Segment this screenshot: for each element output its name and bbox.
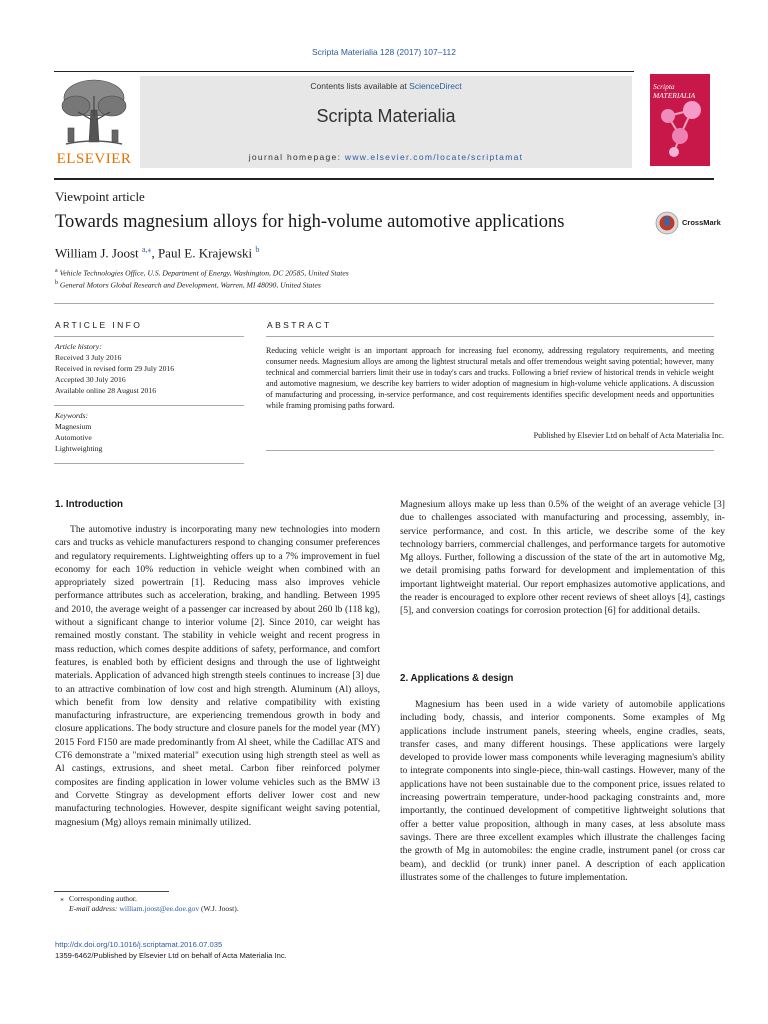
- cover-title: Scripta MATERIALIA: [653, 82, 696, 100]
- article-history: [55, 341, 174, 396]
- applications-paragraph: Magnesium has been used in a wide variety of automobile applications including body, chassis, and interior components. Some examples of Mg applications include instrument panels, steering wheels, engine cradles, seats, transfer cases, and many different housings. These applications were largely developed to provide lower mass components while leveraging magnesium's ability to integrate components into single-piece, thin-wall castings. However, many of the applications have not been sustainable due to the component price, issues related to increasing powertrain temperature, under-hood packaging constraints and, more importantly, the continued development of competitive lightweight solutions that offer a better value proposition, although in many cases, at less absolute mass savings. There are three excellent examples which illustrate the challenges facing the growth of Mg in automobiles: the engine cradle, instrument panel (or cross car beam), and decklid (or trunk) inner panel. A description of each application illustrates some of the challenges to future implementation.: [400, 699, 725, 883]
- footnote: [55, 894, 380, 914]
- abstract-publisher-line: Published by Elsevier Ltd on behalf of Acta Materialia Inc.: [533, 431, 724, 440]
- keywords-label: Keywords:: [55, 411, 89, 420]
- copyright-line: 1359-6462/Published by Elsevier Ltd on behalf of Acta Materialia Inc.: [55, 950, 287, 960]
- author-name[interactable]: William J. Joost: [55, 245, 139, 261]
- history-item: Available online 28 August 2016: [55, 386, 157, 395]
- affiliation: [55, 280, 321, 290]
- email-note: [55, 904, 380, 914]
- journal-cover[interactable]: [650, 74, 710, 166]
- intro-paragraph: The automotive industry is incorporating many new technologies into modern cars and trucks as vehicle manufacturers respond to changing consumer preferences and regulatory requirements. Lightweighting offers up to a 7% improvement in fuel economy for each 10% reduction in vehicle weight when combined with an appropriately sized powertrain [1]. Reducing mass also improves vehicle performance attributes such as acceleration, braking, and handling. Between 1995 and 2010, the average weight of a passenger car increased by about 260 lb (118 kg), without a significant change to interior volume [2]. Since 2010, car weight has remained mostly constant. The stability in vehicle weight and recent progress in mass reduction, which comes despite additions of safety, performance, and comfort features, is enabled both by efficient designs and through the use of lightweight materials. Application of advanced high strength steels continues to increase [3] due to an attractive combination of low cost and high strength. Aluminum (Al) alloys, which benefit from low density and relative compatibility with existing manufacturing infrastructure, are experiencing tremendous growth in body and closure applications. The body structure and closure panels for the model year (MY) 2015 Ford F150 are made predominantly from Al sheet, while the Cadillac ATS and CT6 demonstrate a "mixed material" execution using high strength steel as well as Al castings, extrusions, and sheet metal. Carbon fiber reinforced polymer composites are finding application in lower volume vehicles such as the BMW i3 and Corvette Stingray as development efforts deliver lower cost and new manufacturing technologies. However, despite significant weight saving potential, magnesium (Mg) alloys remain minimally utilized.: [55, 524, 380, 828]
- affiliation-text: Vehicle Technologies Office, U.S. Department of Energy, Washington, DC 20585, United States: [59, 268, 349, 278]
- divider: [54, 303, 714, 304]
- history-item: Received 3 July 2016: [55, 353, 122, 362]
- crossmark-button[interactable]: [655, 211, 721, 235]
- section-heading: 1. Introduction: [55, 499, 124, 510]
- keywords: [55, 410, 102, 454]
- sciencedirect-link[interactable]: ScienceDirect: [409, 81, 462, 91]
- divider: [266, 450, 714, 451]
- corresponding-label: Corresponding author.: [69, 894, 137, 903]
- elsevier-wordmark: ELSEVIER: [56, 151, 132, 167]
- doi-block: [55, 940, 287, 961]
- crossmark-label: CrossMark: [682, 218, 721, 227]
- affiliation-mark: a: [55, 268, 58, 274]
- author-affiliation-mark[interactable]: b: [255, 245, 260, 254]
- elsevier-logo[interactable]: [54, 76, 134, 168]
- author-affiliation-mark[interactable]: a,⁎: [141, 245, 152, 254]
- history-item: Accepted 30 July 2016: [55, 375, 126, 384]
- article-type: Viewpoint article: [55, 189, 145, 204]
- journal-header-box: [140, 76, 632, 168]
- header-bottom-rule: [54, 178, 714, 180]
- keyword: Automotive: [55, 433, 92, 442]
- crossmark-icon: [655, 211, 679, 235]
- abstract-label: ABSTRACT: [267, 320, 332, 330]
- molecule-icon: [650, 74, 710, 166]
- divider: [54, 405, 244, 406]
- abstract-text: Reducing vehicle weight is an important approach for increasing fuel economy, addressing regulatory requirements, and meeting consumer needs. Magnesium alloys are among the lightest structural metals and offer tremendous weight saving potential; however, many technical and commercial barriers limit their use in today's cars and trucks. Following a brief review of historical trends in vehicle weight and automotive magnesium, we describe key barriers to wider adoption of magnesium in high-volume vehicle applications. A discussion of manufacturing and processing, in-service performance, and cost requirements identifies specific development needs and opportunities while framing promising paths forward.: [266, 346, 714, 410]
- footnote-mark: ⁎: [60, 894, 64, 903]
- footnote-rule: [54, 891, 169, 892]
- keyword: Lightweighting: [55, 444, 103, 453]
- divider: [54, 336, 244, 337]
- history-item: Received in revised form 29 July 2016: [55, 364, 175, 373]
- body-paragraph: Magnesium alloys make up less than 0.5% of the weight of an average vehicle [3] due to challenges associated with manufacturing and processing, assembly, in-service performance, and cost. In this article, we describe some of the key technology barriers, commercial challenges, and performance targets for automotive Mg alloys. Further, following a discussion of the state of the art in automotive Mg, we detail promising paths forward for development and implementation of this important lightweight material. Our report emphasizes automotive applications, and the reader is encouraged to explore other recent reviews of sheet alloys [4], castings [5], and conversion coatings for corrosion protection [6] for additional details.: [400, 499, 725, 617]
- contents-prefix: Contents lists available at: [310, 81, 410, 91]
- affiliation: [55, 268, 349, 278]
- homepage-link[interactable]: www.elsevier.com/locate/scriptamat: [344, 152, 524, 162]
- email-suffix: (W.J. Joost).: [201, 904, 239, 913]
- history-label: Article history:: [55, 342, 102, 351]
- article-title: Towards magnesium alloys for high-volume automotive applications: [55, 212, 565, 232]
- journal-reference[interactable]: Scripta Materialia 128 (2017) 107–112: [312, 47, 456, 57]
- elsevier-tree-icon: [54, 76, 134, 150]
- homepage-prefix: journal homepage:: [248, 152, 345, 162]
- header-top-rule: [54, 71, 634, 72]
- divider: [266, 336, 714, 337]
- keyword: Magnesium: [55, 422, 92, 431]
- author-name[interactable]: Paul E. Krajewski: [157, 245, 253, 261]
- affiliation-text: General Motors Global Research and Development, Warren, MI 48090, United States: [59, 280, 321, 290]
- section-heading: 2. Applications & design: [400, 673, 514, 684]
- article-info-label: ARTICLE INFO: [55, 320, 143, 330]
- corresponding-author-note: [55, 894, 380, 904]
- email-label: E-mail address:: [69, 904, 118, 913]
- author-separator: ,: [151, 245, 158, 261]
- doi-link[interactable]: http://dx.doi.org/10.1016/j.scriptamat.2016.07.035: [55, 940, 223, 949]
- divider: [54, 463, 244, 464]
- journal-title: Scripta Materialia: [316, 106, 456, 126]
- author-list: [55, 245, 259, 261]
- contents-line: [140, 81, 632, 91]
- email-link[interactable]: william.joost@ee.doe.gov: [119, 904, 200, 913]
- affiliation-mark: b: [55, 280, 58, 286]
- homepage-line: [140, 152, 632, 162]
